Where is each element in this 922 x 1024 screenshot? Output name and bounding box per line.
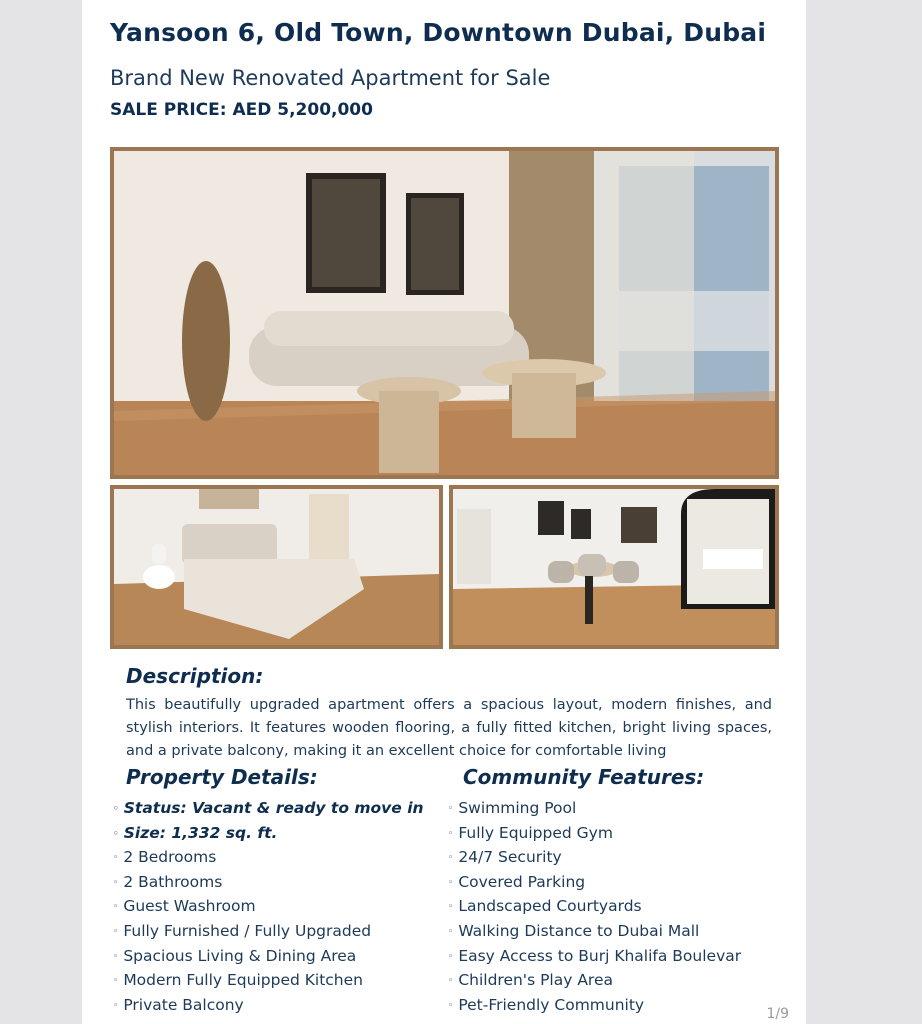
listing-title: Yansoon 6, Old Town, Downtown Dubai, Dubai [110, 18, 767, 47]
list-item: ◦ 24/7 Security [448, 848, 562, 867]
list-item: ◦ Covered Parking [448, 872, 586, 891]
list-item: ◦ 2 Bathrooms [113, 872, 223, 891]
list-item: ◦ Swimming Pool [448, 799, 577, 817]
property-details-heading: Property Details: [126, 765, 318, 789]
list-item: ◦ 2 Bedrooms [113, 848, 217, 867]
description-heading: Description: [126, 664, 264, 688]
bedroom-photo [110, 485, 443, 649]
list-item: ◦ Fully Equipped Gym [448, 823, 613, 842]
bullet-icon: ◦ [448, 853, 454, 864]
bullet-icon: ◦ [113, 804, 119, 814]
bullet-icon: ◦ [448, 828, 454, 839]
dining-area-photo [449, 485, 779, 649]
bullet-icon: ◦ [113, 976, 119, 987]
bullet-icon: ◦ [113, 951, 119, 962]
bullet-icon: ◦ [113, 877, 119, 888]
brochure-page [82, 0, 806, 1024]
bullet-icon: ◦ [448, 976, 454, 987]
list-item: ◦ Size: 1,332 sq. ft. [113, 823, 278, 842]
bullet-icon: ◦ [448, 877, 454, 888]
list-item: ◦ Modern Fully Equipped Kitchen [113, 971, 363, 990]
bullet-icon: ◦ [448, 926, 454, 937]
bullet-icon: ◦ [113, 902, 119, 913]
bullet-icon: ◦ [448, 902, 454, 913]
description-text: This beautifully upgraded apartment offers a spacious layout, modern finishes, and stylish interiors. It features wooden flooring, a fully fitted kitchen, bright living spaces, and a private balcony, making it an excellent choice for comfortable living [126, 697, 772, 759]
listing-subtitle: Brand New Renovated Apartment for Sale [110, 66, 551, 90]
list-item: ◦ Spacious Living & Dining Area [113, 946, 357, 965]
property-details-list [113, 796, 424, 1017]
list-item: ◦ Children's Play Area [448, 971, 613, 990]
community-features-heading: Community Features: [463, 765, 705, 789]
bullet-icon: ◦ [448, 1000, 454, 1011]
bullet-icon: ◦ [113, 1000, 119, 1011]
bullet-icon: ◦ [113, 853, 119, 864]
page-number: 1/9 [766, 1006, 789, 1022]
bullet-icon: ◦ [113, 926, 119, 937]
list-item: ◦ Private Balcony [113, 995, 244, 1014]
bullet-icon: ◦ [448, 951, 454, 962]
bullet-icon: ◦ [113, 828, 119, 839]
list-item: ◦ Guest Washroom [113, 897, 256, 916]
list-item: ◦ Fully Furnished / Fully Upgraded [113, 921, 372, 940]
list-item: ◦ Walking Distance to Dubai Mall [448, 921, 700, 940]
list-item: ◦ Pet-Friendly Community [448, 995, 645, 1014]
list-item: ◦ Easy Access to Burj Khalifa Boulevar [448, 946, 742, 965]
sale-price: SALE PRICE: AED 5,200,000 [110, 100, 373, 120]
community-features-list [448, 796, 741, 1017]
list-item: ◦ Landscaped Courtyards [448, 897, 642, 916]
living-room-photo [110, 147, 779, 479]
list-item: ◦ Status: Vacant & ready to move in [113, 799, 424, 817]
bullet-icon: ◦ [448, 804, 454, 814]
